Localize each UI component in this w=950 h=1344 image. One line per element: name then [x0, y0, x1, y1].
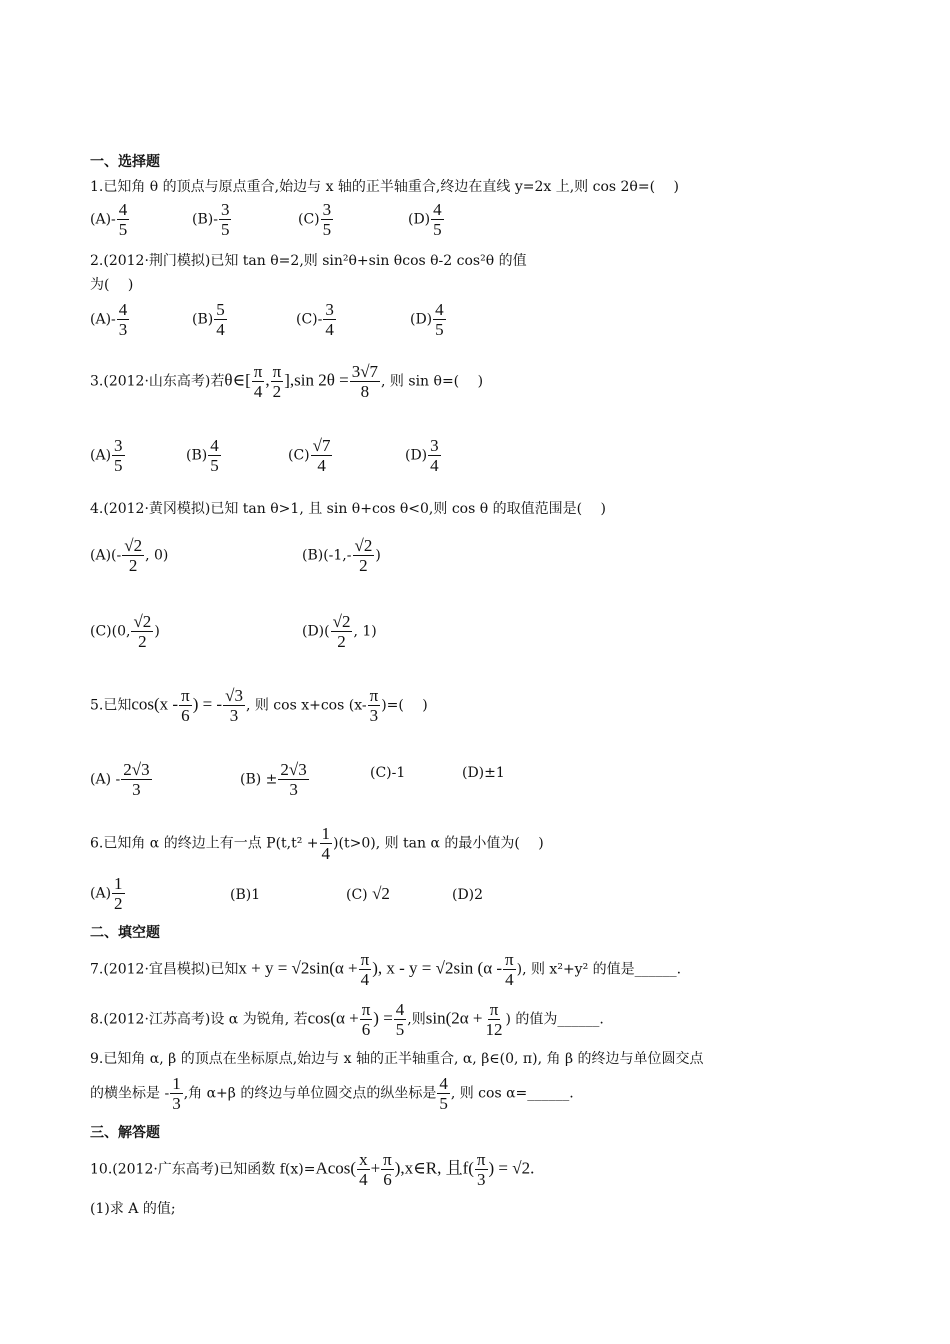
- question-4-text: 4.(2012·黄冈模拟)已知 tan θ>1, 且 sin θ+cos θ<0,则 cos θ 的取值范围是( ): [90, 501, 606, 517]
- fraction: $\frac{3}{5}$: [322, 200, 332, 239]
- q5-option-b: (B) ± $\frac{2√3}{3}$: [240, 760, 307, 799]
- question-6-text: 6.已知角 α 的终边上有一点 P(t,t² + $\frac{1}{4}$ )(t>0), 则 tan α 的最小值为( ): [90, 824, 544, 863]
- question-10-sub1: (1)求 A 的值;: [90, 1201, 176, 1217]
- fraction: $\frac{4}{5}$: [210, 436, 219, 475]
- question-9-line2: 的横坐标是 - $\frac{1}{3}$ ,角 α+β 的终边与单位圆交点的纵坐标是 $\frac{4}{5}$ , 则 cos α=______.: [90, 1074, 574, 1113]
- section-heading-answer: 三、解答题: [90, 1125, 160, 1141]
- fraction: $\frac{\pi}{6}$: [361, 1000, 371, 1039]
- fraction: $\frac{4}{3}$: [118, 300, 128, 339]
- q4-option-a: (A)(- $\frac{√2}{2}$ , 0): [90, 536, 169, 575]
- q6-option-d: (D)2: [452, 887, 484, 903]
- fraction: $\frac{3}{5}$: [114, 436, 123, 475]
- fraction: $\frac{\pi}{3}$: [369, 686, 379, 725]
- q4-option-c: (C)(0, $\frac{√2}{2}$ ): [90, 612, 160, 651]
- fraction: $\frac{4}{5}$: [433, 200, 442, 239]
- fraction: $\frac{1}{3}$: [172, 1074, 181, 1113]
- fraction: $\frac{4}{5}$: [395, 1000, 405, 1039]
- q1-option-b: (B)- $\frac{3}{5}$: [192, 200, 230, 239]
- fraction: $\frac{x}{4}$: [359, 1150, 368, 1189]
- q6-option-a: (A) $\frac{1}{2}$: [90, 874, 123, 913]
- q4-option-d: (D)( $\frac{√2}{2}$ , 1): [302, 612, 377, 651]
- fraction: $\frac{\pi}{6}$: [181, 686, 190, 725]
- fraction: $\frac{\pi}{12}$: [485, 1000, 503, 1039]
- question-2-line2: 为( ): [90, 277, 134, 293]
- fraction: $\frac{√2}{2}$: [133, 612, 152, 651]
- fraction: $\frac{\pi}{3}$: [476, 1150, 486, 1189]
- question-3-text: 3.(2012·山东高考)若θ∈[ $\frac{\pi}{4}$ , $\frac{\pi}{2}$ ],sin 2θ = $\frac{3√7}{8}$ , 则 sin θ=( ): [90, 362, 484, 401]
- q3-option-a: (A) $\frac{3}{5}$: [90, 436, 123, 475]
- fraction: $\frac{1}{4}$: [321, 824, 331, 863]
- fraction: $\frac{3}{5}$: [220, 200, 230, 239]
- question-7-text: 7.(2012·宜昌模拟)已知x + y = √2sin(α + $\frac{\pi}{4}$ ), x - y = √2sin (α - $\frac{\pi}{4}$ ), 则 x²+y² 的值是______.: [90, 950, 682, 989]
- section-heading-choice: 一、选择题: [90, 154, 160, 170]
- fraction: $\frac{3}{4}$: [430, 436, 439, 475]
- fraction: $\frac{2√3}{3}$: [123, 760, 150, 799]
- question-10-text: 10.(2012·广东高考)已知函数 f(x)=Acos( $\frac{x}{4}$ + $\frac{\pi}{6}$ ),x∈R, 且f( $\frac{\pi}{3}$ ) = √2.: [90, 1150, 535, 1189]
- q3-option-d: (D) $\frac{3}{4}$: [405, 436, 439, 475]
- question-9-line1: 9.已知角 α, β 的顶点在坐标原点,始边与 x 轴的正半轴重合, α, β∈(0, π), 角 β 的终边与单位圆交点: [90, 1051, 704, 1067]
- q2-option-c: (C)- $\frac{3}{4}$: [296, 300, 334, 339]
- q5-option-a: (A) - $\frac{2√3}{3}$: [90, 760, 150, 799]
- fraction: $\frac{√2}{2}$: [124, 536, 143, 575]
- section-heading-fill: 二、填空题: [90, 925, 160, 941]
- fraction: $\frac{4}{5}$: [118, 200, 128, 239]
- q6-option-b: (B)1: [230, 887, 261, 903]
- fraction: $\frac{5}{4}$: [216, 300, 225, 339]
- fraction: $\frac{2√3}{3}$: [280, 760, 307, 799]
- question-1-text: 1.已知角 θ 的顶点与原点重合,始边与 x 轴的正半轴重合,终边在直线 y=2x 上,则 cos 2θ=( ): [90, 179, 679, 195]
- fraction: $\frac{\pi}{4}$: [505, 950, 514, 989]
- q1-option-d: (D) $\frac{4}{5}$: [408, 200, 442, 239]
- q1-option-c: (C) $\frac{3}{5}$: [298, 200, 332, 239]
- q2-option-a: (A)- $\frac{4}{3}$: [90, 300, 128, 339]
- q5-option-c: (C)-1: [370, 765, 406, 781]
- fraction: $\frac{1}{2}$: [114, 874, 123, 913]
- fraction: $\frac{3√7}{8}$: [351, 362, 379, 401]
- question-5-text: 5.已知cos(x - $\frac{\pi}{6}$ ) = - $\frac{√3}{3}$ , 则 cos x+cos (x- $\frac{\pi}{3}$ )=( ): [90, 686, 428, 725]
- fraction: $\frac{√2}{2}$: [332, 612, 351, 651]
- question-8-text: 8.(2012·江苏高考)设 α 为锐角, 若cos(α + $\frac{\pi}{6}$ ) = $\frac{4}{5}$ ,则sin(2α + $\frac{\pi}{12}$ ) 的值为______.: [90, 1000, 604, 1039]
- q5-option-d: (D)±1: [462, 765, 505, 781]
- q2-option-d: (D) $\frac{4}{5}$: [410, 300, 444, 339]
- fraction: $\frac{4}{5}$: [435, 300, 444, 339]
- fraction: $\frac{√2}{2}$: [354, 536, 373, 575]
- q3-option-c: (C) $\frac{√7}{4}$: [288, 436, 331, 475]
- fraction: $\frac{4}{5}$: [439, 1074, 448, 1113]
- fraction: $\frac{\pi}{2}$: [272, 362, 282, 401]
- question-2-line1: 2.(2012·荆门模拟)已知 tan θ=2,则 sin²θ+sin θcos θ-2 cos²θ 的值: [90, 253, 527, 269]
- q1-option-a: (A)- $\frac{4}{5}$: [90, 200, 128, 239]
- fraction: $\frac{\pi}{4}$: [253, 362, 263, 401]
- fraction: $\frac{√7}{4}$: [312, 436, 331, 475]
- fraction: $\frac{3}{4}$: [325, 300, 334, 339]
- fraction: $\frac{√3}{3}$: [225, 686, 243, 725]
- q6-option-c: (C) √2: [346, 884, 390, 903]
- q2-option-b: (B) $\frac{5}{4}$: [192, 300, 225, 339]
- q4-option-b: (B)(-1,- $\frac{√2}{2}$ ): [302, 536, 381, 575]
- q3-option-b: (B) $\frac{4}{5}$: [186, 436, 219, 475]
- fraction: $\frac{\pi}{6}$: [383, 1150, 392, 1189]
- fraction: $\frac{\pi}{4}$: [360, 950, 370, 989]
